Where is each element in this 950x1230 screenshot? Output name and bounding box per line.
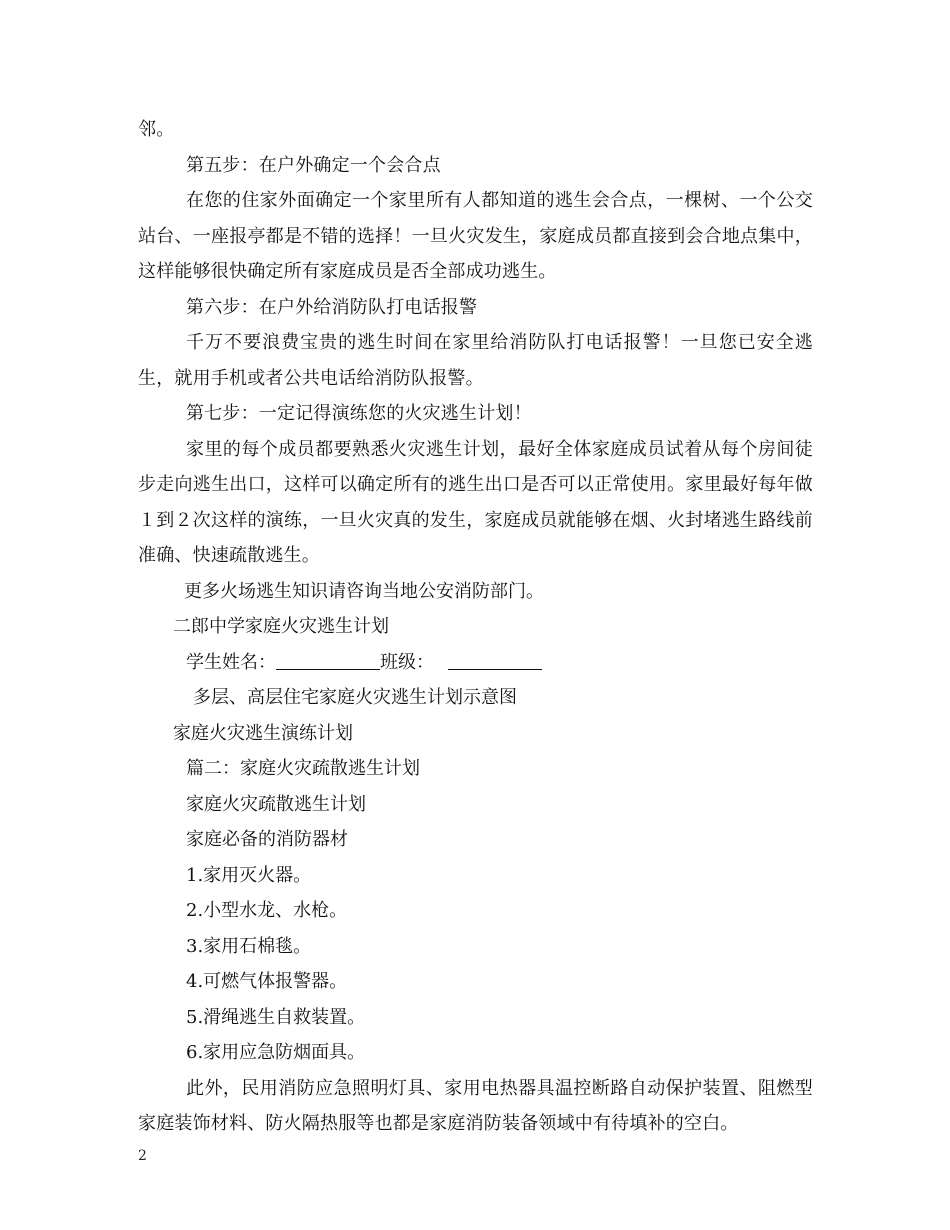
student-form-line <box>138 645 813 681</box>
class-blank <box>448 649 542 670</box>
equipment-item: 5.滑绳逃生自救装置。 <box>186 1006 366 1028</box>
student-name-blank <box>276 649 380 670</box>
equipment-item: 1.家用灭火器。 <box>186 864 312 886</box>
equipment-item: 2.小型水龙、水枪。 <box>186 900 348 921</box>
class-label: 班级： <box>380 651 434 673</box>
closing-paragraph: 此外，民用消防应急照明灯具、家用电热器具温控断路自动保护装置、阻燃型家庭装饰材料、防火隔热服等也都是家庭消防装备领域中有待填补的空白。 <box>138 1077 813 1134</box>
page-number: 2 <box>138 1148 147 1164</box>
school-plan-title: 二郎中学家庭火灾逃生计划 <box>173 616 389 637</box>
evacuation-plan-title: 家庭火灾疏散逃生计划 <box>186 793 366 815</box>
step-six-paragraph: 千万不要浪费宝贵的逃生时间在家里给消防队打电话报警！一旦您已安全逃生，就用手机或者公共电话给消防队报警。 <box>138 332 813 389</box>
equipment-item: 3.家用石棉毯。 <box>186 935 312 957</box>
student-name-label: 学生姓名： <box>186 651 276 673</box>
paragraph-continuation: 邻。 <box>138 119 175 140</box>
document-body <box>138 112 813 1142</box>
section-two-title: 篇二：家庭火灾疏散逃生计划 <box>186 758 420 779</box>
more-info-line: 更多火场逃生知识请咨询当地公安消防部门。 <box>184 580 544 602</box>
equipment-heading: 家庭必备的消防器材 <box>186 829 348 850</box>
equipment-item: 6.家用应急防烟面具。 <box>186 1042 366 1063</box>
step-seven-paragraph: 家里的每个成员都要熟悉火灾逃生计划，最好全体家庭成员试着从每个房间徒步走向逃生出口，这样可以确定所有的逃生出口是否可以正常使用。家里最好每年做１到２次这样的演练，一旦火灾真的发生，家庭成员就能够在烟、火封堵逃生路线前准确、快速疏散逃生。 <box>138 438 813 566</box>
equipment-item: 4.可燃气体报警器。 <box>186 971 348 992</box>
step-six-heading: 第六步：在户外给消防队打电话报警 <box>186 296 478 318</box>
diagram-caption: 多层、高层住宅家庭火灾逃生计划示意图 <box>193 687 517 708</box>
drill-plan-title: 家庭火灾逃生演练计划 <box>173 722 353 744</box>
step-five-heading: 第五步：在户外确定一个会合点 <box>186 154 441 176</box>
step-five-paragraph: 在您的住家外面确定一个家里所有人都知道的逃生会合点，一棵树、一个公交站台、一座报亭都是不错的选择！一旦火灾发生，家庭成员都直接到会合地点集中，这样能够很快确定所有家庭成员是否全部成功逃生。 <box>138 190 813 282</box>
step-seven-heading: 第七步：一定记得演练您的火灾逃生计划！ <box>186 403 532 424</box>
